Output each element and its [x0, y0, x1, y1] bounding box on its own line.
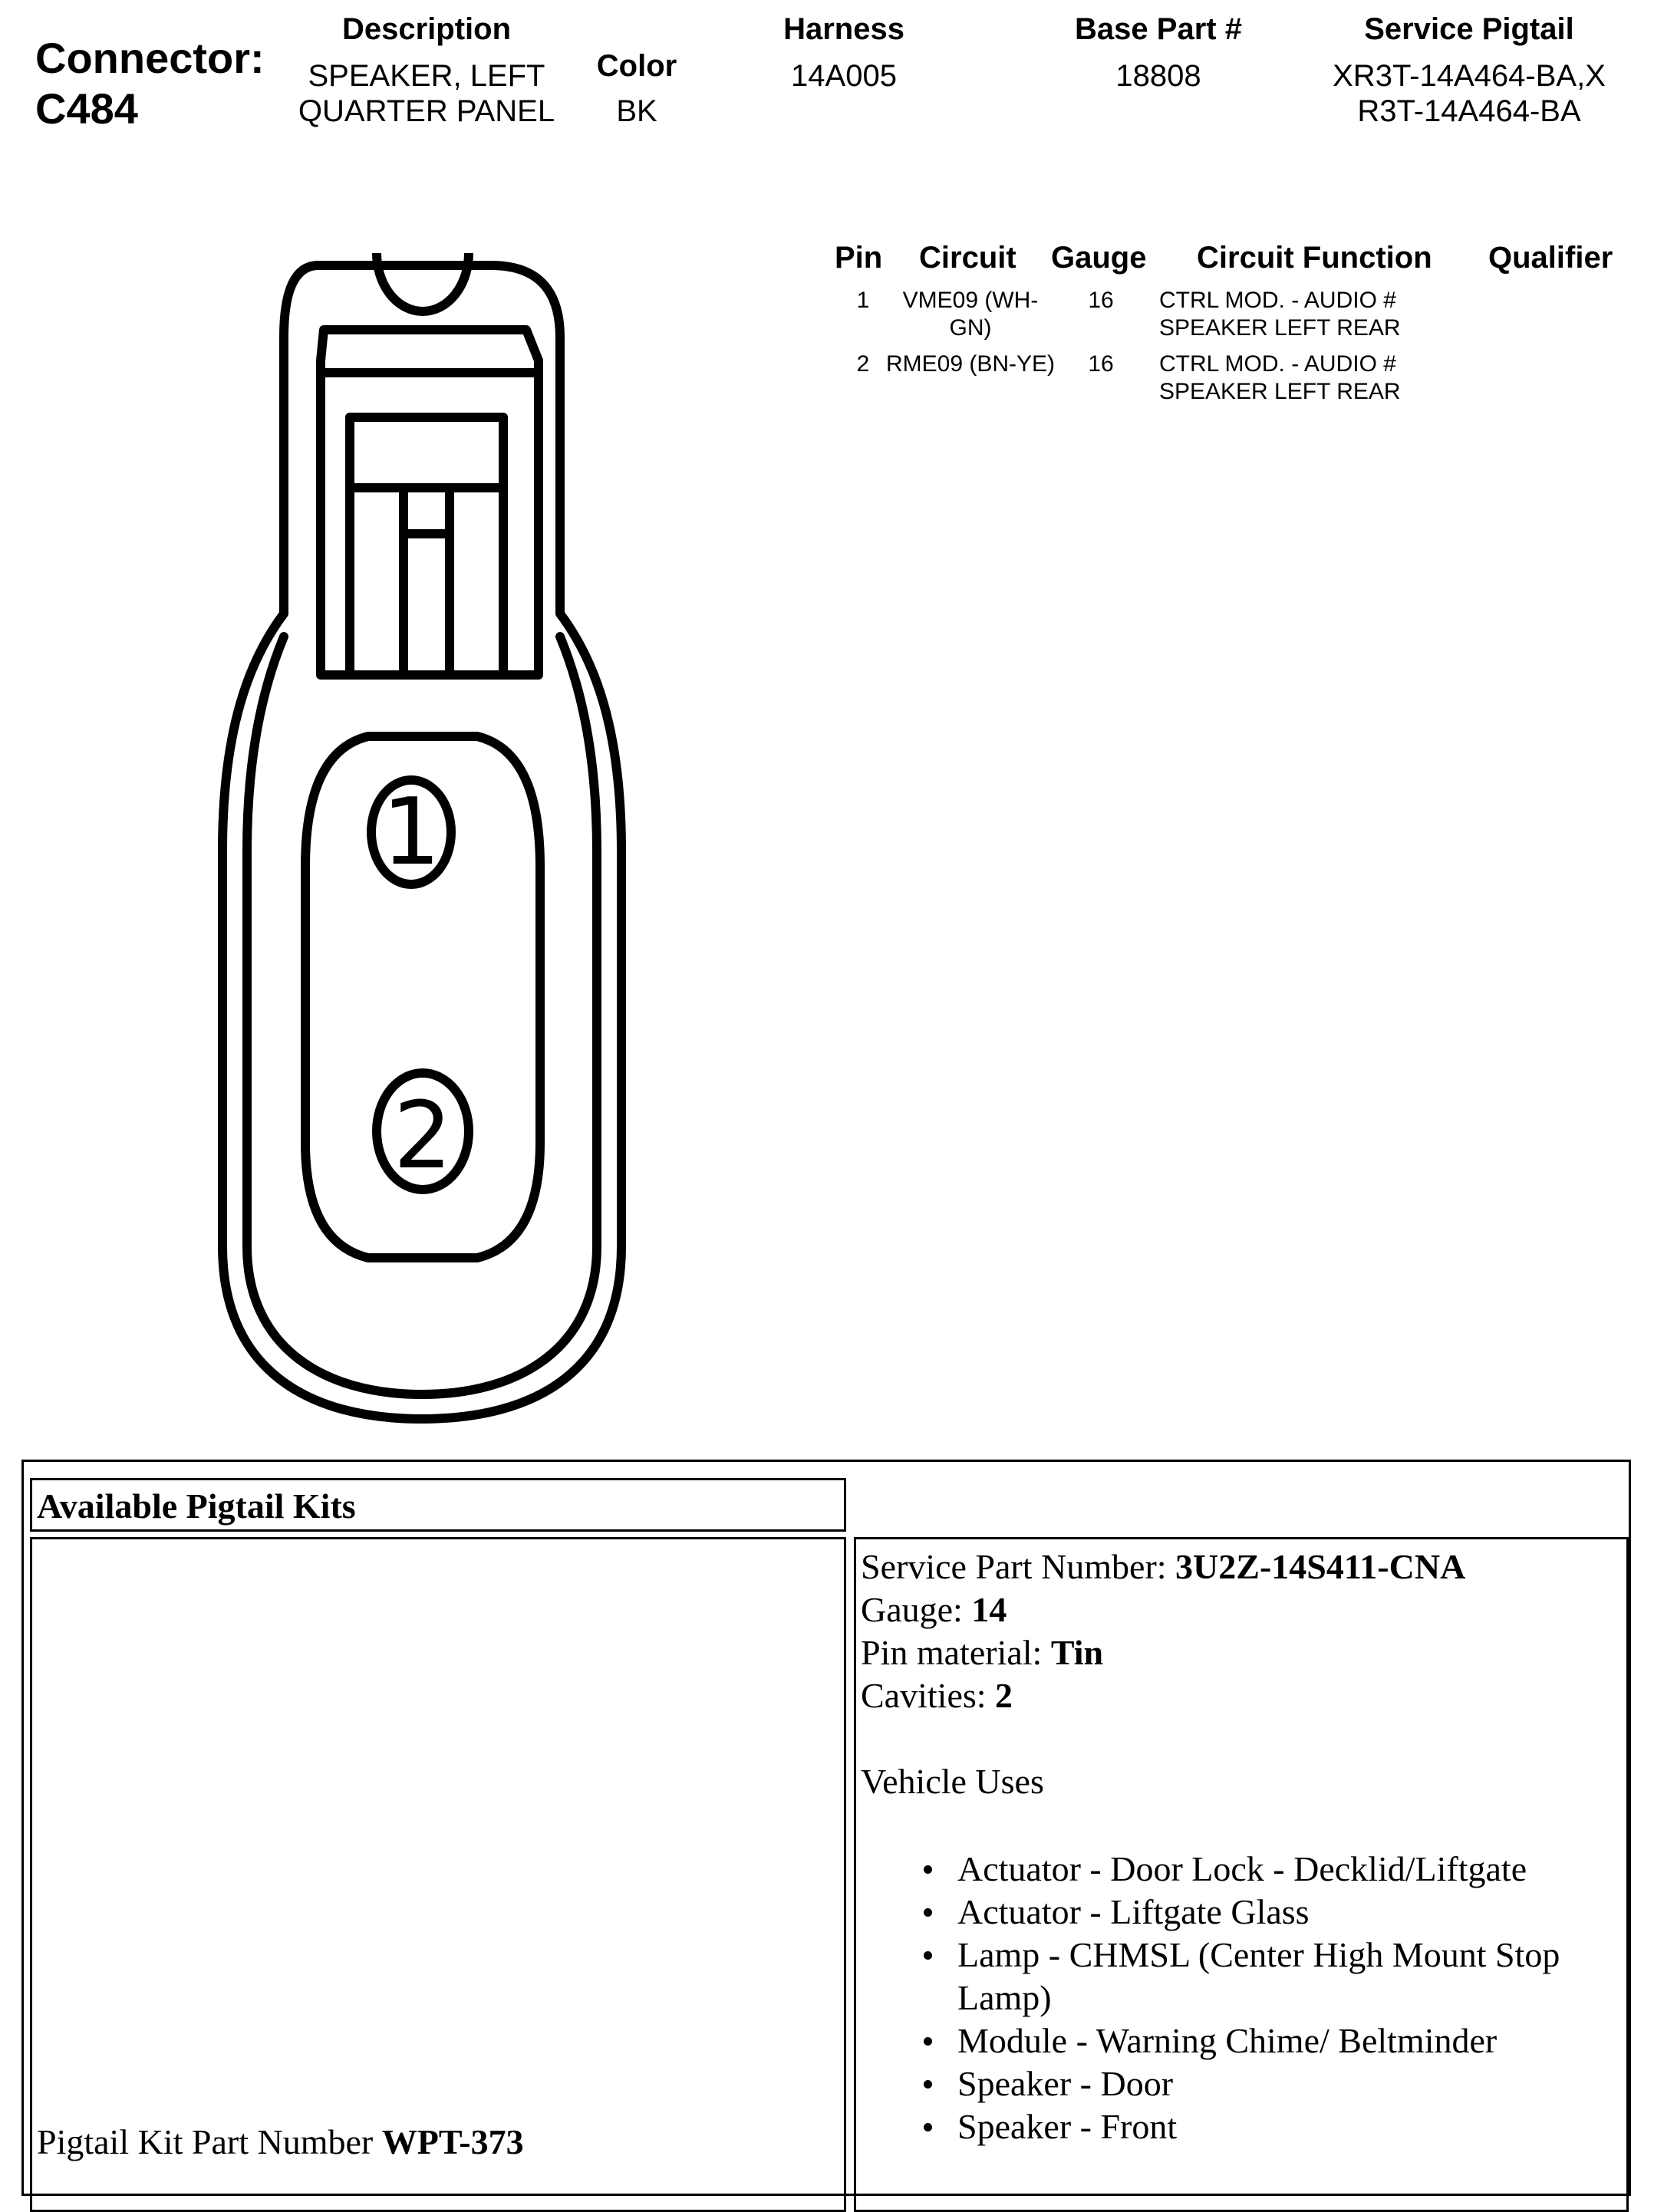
vehicle-uses-list	[861, 1848, 1622, 2148]
table-row-2-gauge: 16	[1088, 351, 1114, 377]
base-part-value: 18808	[1115, 59, 1201, 93]
pin-material-value: Tin	[1050, 1633, 1104, 1672]
table-row-2-circuit: RME09 (BN-YE)	[885, 351, 1056, 377]
table-row-1-pin: 1	[856, 288, 870, 313]
connector-id: C484	[35, 84, 138, 133]
pin-2-label: 2	[393, 1083, 453, 1190]
kit-gauge	[861, 1588, 1622, 1631]
service-part-label: Service Part Number:	[861, 1547, 1176, 1586]
pigtail-kits-title: Available Pigtail Kits	[37, 1486, 356, 1526]
description-header: Description	[341, 12, 512, 46]
service-part-value: 3U2Z-14S411-CNA	[1175, 1547, 1466, 1586]
pigtail-kit-details-cell	[854, 1537, 1629, 2212]
service-pigtail-header: Service Pigtail	[1364, 12, 1574, 46]
base-part-header: Base Part #	[1075, 12, 1242, 46]
pin-material	[861, 1631, 1622, 1674]
table-row-1-gauge: 16	[1088, 288, 1114, 313]
pin-1-label: 1	[381, 779, 441, 886]
service-pigtail-value: XR3T-14A464-BA,XR3T-14A464-BA	[1333, 59, 1606, 128]
circuit-col-header: Circuit	[919, 241, 1016, 275]
list-item: Speaker - Door	[861, 2062, 1622, 2105]
list-item: Module - Warning Chime/ Beltminder	[861, 2019, 1622, 2062]
qualifier-col-header: Qualifier	[1488, 241, 1613, 275]
pigtail-kits-table	[21, 1460, 1631, 2196]
list-item: Lamp - CHMSL (Center High Mount Stop Lamp)	[861, 1934, 1622, 2019]
table-row-1-function: CTRL MOD. - AUDIO # SPEAKER LEFT REAR	[1159, 288, 1401, 341]
color-header: Color	[596, 49, 677, 83]
circuit-function-col-header: Circuit Function	[1197, 241, 1432, 275]
pigtail-kit-part-number	[37, 2121, 524, 2164]
table-row-1-circuit: VME09 (WH-GN)	[902, 288, 1039, 341]
pigtail-kit-part-value: WPT-373	[381, 2122, 524, 2161]
cavities-label: Cavities:	[861, 1676, 996, 1715]
description-value: SPEAKER, LEFT QUARTER PANEL	[298, 59, 555, 128]
kit-gauge-label: Gauge:	[861, 1590, 972, 1629]
vehicle-uses-heading: Vehicle Uses	[861, 1762, 1044, 1801]
list-item: Speaker - Front	[861, 2105, 1622, 2148]
list-item: Actuator - Liftgate Glass	[861, 1891, 1622, 1934]
table-row-2-function: CTRL MOD. - AUDIO # SPEAKER LEFT REAR	[1159, 351, 1401, 404]
pin-material-label: Pin material:	[861, 1633, 1051, 1672]
connector-label: Connector:	[35, 34, 265, 82]
cavities	[861, 1674, 1622, 1717]
color-value: BK	[616, 94, 657, 128]
pin-col-header: Pin	[835, 241, 883, 275]
list-item: Actuator - Door Lock - Decklid/Liftgate	[861, 1848, 1622, 1891]
harness-value: 14A005	[791, 59, 897, 93]
cavities-value: 2	[995, 1676, 1013, 1715]
pigtail-kit-image-cell	[30, 1537, 846, 2212]
harness-header: Harness	[783, 12, 904, 46]
service-part-number	[861, 1545, 1622, 1588]
gauge-col-header: Gauge	[1051, 241, 1147, 275]
pigtail-kit-part-label: Pigtail Kit Part Number	[37, 2122, 382, 2161]
pigtail-kits-title-cell	[30, 1478, 846, 1532]
kit-gauge-value: 14	[971, 1590, 1007, 1629]
table-row-2-pin: 2	[856, 351, 870, 377]
